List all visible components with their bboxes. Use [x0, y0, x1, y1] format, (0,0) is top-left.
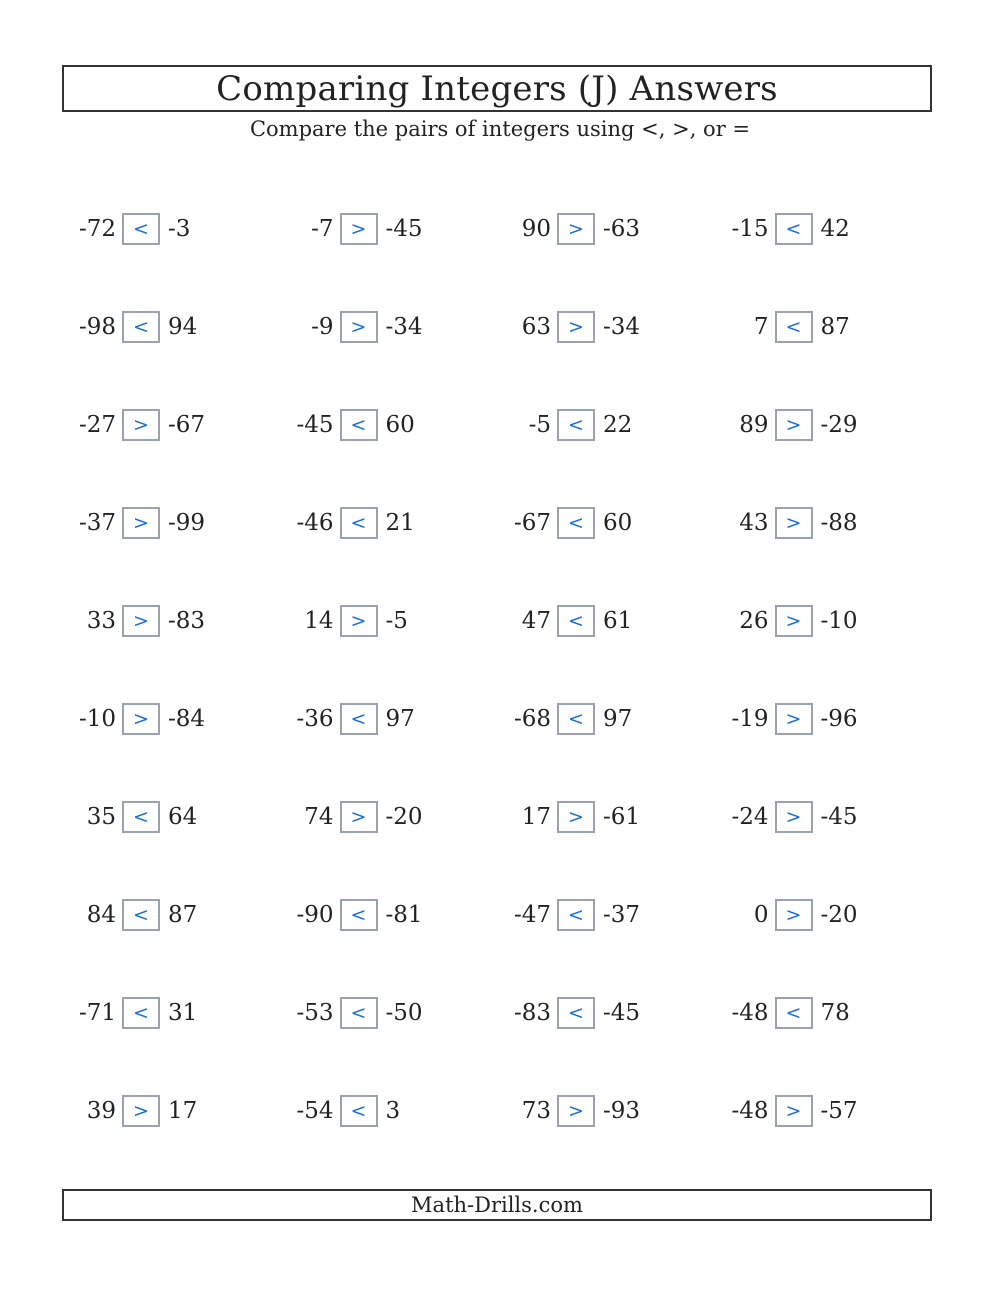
right-integer: -61 [603, 804, 641, 830]
left-integer: 74 [304, 804, 334, 830]
comparison-problem [497, 601, 715, 641]
left-integer: -24 [731, 804, 769, 830]
left-integer: -19 [731, 706, 769, 732]
title-box [62, 65, 932, 112]
comparison-problem [497, 797, 715, 837]
comparison-problem [497, 1091, 715, 1131]
answer-box[interactable]: > [340, 213, 378, 245]
problem-row [62, 180, 932, 278]
answer-box[interactable]: > [557, 801, 595, 833]
left-integer: 43 [739, 510, 769, 536]
left-integer: 7 [753, 314, 769, 340]
right-integer: -5 [385, 608, 408, 634]
answer-box[interactable]: > [775, 1095, 813, 1127]
answer-box[interactable]: > [775, 703, 813, 735]
right-integer: -45 [820, 804, 858, 830]
left-integer: -72 [78, 216, 116, 242]
left-integer: -48 [731, 1000, 769, 1026]
left-integer: -83 [513, 1000, 551, 1026]
right-integer: -3 [168, 216, 191, 242]
left-integer: 26 [739, 608, 769, 634]
right-integer: -99 [168, 510, 206, 536]
right-integer: 3 [385, 1098, 401, 1124]
right-integer: -63 [603, 216, 641, 242]
comparison-problem [280, 993, 498, 1033]
answer-box[interactable]: < [775, 311, 813, 343]
right-integer: 64 [168, 804, 198, 830]
right-integer: 17 [168, 1098, 198, 1124]
right-integer: -88 [820, 510, 858, 536]
right-integer: -29 [820, 412, 858, 438]
answer-box[interactable]: < [122, 801, 160, 833]
left-integer: -46 [296, 510, 334, 536]
left-integer: 89 [739, 412, 769, 438]
left-integer: 35 [86, 804, 116, 830]
comparison-problem [715, 209, 933, 249]
answer-box[interactable]: < [557, 997, 595, 1029]
left-integer: -15 [731, 216, 769, 242]
instructions: Compare the pairs of integers using <, >, or = [249, 117, 751, 141]
page-title: Comparing Integers (J) Answers [216, 68, 778, 109]
comparison-problem [62, 405, 280, 445]
problem-row [62, 866, 932, 964]
comparison-problem [715, 503, 933, 543]
right-integer: 97 [385, 706, 415, 732]
left-integer: -7 [311, 216, 334, 242]
comparison-problem [715, 307, 933, 347]
right-integer: 21 [385, 510, 415, 536]
comparison-problem [62, 1091, 280, 1131]
problem-row [62, 376, 932, 474]
answer-box[interactable]: > [775, 507, 813, 539]
left-integer: 90 [521, 216, 551, 242]
left-integer: -47 [513, 902, 551, 928]
answer-box[interactable]: < [340, 703, 378, 735]
answer-box[interactable]: > [340, 605, 378, 637]
right-integer: -37 [603, 902, 641, 928]
right-integer: 94 [168, 314, 198, 340]
comparison-problem [715, 601, 933, 641]
left-integer: 39 [86, 1098, 116, 1124]
problem-row [62, 474, 932, 572]
problem-row [62, 768, 932, 866]
answer-box[interactable]: > [122, 703, 160, 735]
comparison-problem [62, 209, 280, 249]
comparison-problem [280, 895, 498, 935]
answer-box[interactable]: < [557, 507, 595, 539]
comparison-problem [497, 699, 715, 739]
right-integer: -96 [820, 706, 858, 732]
answer-box[interactable]: < [122, 899, 160, 931]
answer-box[interactable]: < [557, 703, 595, 735]
comparison-problem [497, 993, 715, 1033]
right-integer: -84 [168, 706, 206, 732]
right-integer: -83 [168, 608, 206, 634]
right-integer: -67 [168, 412, 206, 438]
answer-box[interactable]: > [122, 507, 160, 539]
answer-box[interactable]: < [340, 409, 378, 441]
comparison-problem [62, 307, 280, 347]
answer-box[interactable]: < [557, 605, 595, 637]
left-integer: -10 [78, 706, 116, 732]
answer-box[interactable]: < [122, 997, 160, 1029]
left-integer: 33 [86, 608, 116, 634]
left-integer: -36 [296, 706, 334, 732]
right-integer: -50 [385, 1000, 423, 1026]
problem-grid [62, 180, 932, 1160]
left-integer: -90 [296, 902, 334, 928]
comparison-problem [715, 699, 933, 739]
right-integer: -93 [603, 1098, 641, 1124]
comparison-problem [497, 209, 715, 249]
comparison-problem [715, 993, 933, 1033]
right-integer: -57 [820, 1098, 858, 1124]
answer-box[interactable]: < [775, 997, 813, 1029]
comparison-problem [280, 307, 498, 347]
right-integer: 97 [603, 706, 633, 732]
left-integer: 14 [304, 608, 334, 634]
left-integer: 0 [753, 902, 769, 928]
left-integer: 63 [521, 314, 551, 340]
comparison-problem [715, 797, 933, 837]
right-integer: -81 [385, 902, 423, 928]
comparison-problem [280, 503, 498, 543]
right-integer: -45 [603, 1000, 641, 1026]
footer-text: Math-Drills.com [411, 1193, 583, 1217]
right-integer: 87 [168, 902, 198, 928]
answer-box[interactable]: > [340, 311, 378, 343]
right-integer: 22 [603, 412, 633, 438]
left-integer: 47 [521, 608, 551, 634]
answer-box[interactable]: < [340, 507, 378, 539]
footer-box [62, 1189, 932, 1221]
comparison-problem [715, 405, 933, 445]
left-integer: -5 [528, 412, 551, 438]
left-integer: -37 [78, 510, 116, 536]
comparison-problem [280, 405, 498, 445]
comparison-problem [280, 601, 498, 641]
comparison-problem [715, 895, 933, 935]
answer-box[interactable]: > [122, 605, 160, 637]
answer-box[interactable]: > [122, 1095, 160, 1127]
right-integer: 60 [385, 412, 415, 438]
comparison-problem [497, 503, 715, 543]
left-integer: -45 [296, 412, 334, 438]
right-integer: -20 [820, 902, 858, 928]
answer-box[interactable]: > [775, 409, 813, 441]
answer-box[interactable]: > [775, 605, 813, 637]
comparison-problem [62, 993, 280, 1033]
answer-box[interactable]: > [340, 801, 378, 833]
comparison-problem [62, 601, 280, 641]
right-integer: -10 [820, 608, 858, 634]
left-integer: -68 [513, 706, 551, 732]
answer-box[interactable]: > [775, 899, 813, 931]
right-integer: 60 [603, 510, 633, 536]
left-integer: 73 [521, 1098, 551, 1124]
comparison-problem [497, 895, 715, 935]
left-integer: -53 [296, 1000, 334, 1026]
comparison-problem [497, 405, 715, 445]
right-integer: 61 [603, 608, 633, 634]
problem-row [62, 670, 932, 768]
left-integer: -67 [513, 510, 551, 536]
answer-box[interactable]: < [557, 899, 595, 931]
left-integer: -54 [296, 1098, 334, 1124]
comparison-problem [280, 1091, 498, 1131]
answer-box[interactable]: < [340, 899, 378, 931]
comparison-problem [62, 895, 280, 935]
answer-box[interactable]: < [122, 311, 160, 343]
answer-box[interactable]: > [557, 213, 595, 245]
answer-box[interactable]: > [122, 409, 160, 441]
answer-box[interactable]: > [557, 1095, 595, 1127]
left-integer: 84 [86, 902, 116, 928]
left-integer: -9 [311, 314, 334, 340]
left-integer: 17 [521, 804, 551, 830]
right-integer: 42 [820, 216, 850, 242]
comparison-problem [497, 307, 715, 347]
comparison-problem [280, 699, 498, 739]
comparison-problem [62, 797, 280, 837]
left-integer: -48 [731, 1098, 769, 1124]
right-integer: 87 [820, 314, 850, 340]
comparison-problem [62, 503, 280, 543]
right-integer: -45 [385, 216, 423, 242]
comparison-problem [280, 209, 498, 249]
answer-box[interactable]: < [775, 213, 813, 245]
problem-row [62, 572, 932, 670]
answer-box[interactable]: < [340, 997, 378, 1029]
answer-box[interactable]: < [340, 1095, 378, 1127]
right-integer: -20 [385, 804, 423, 830]
answer-box[interactable]: > [775, 801, 813, 833]
right-integer: -34 [385, 314, 423, 340]
problem-row [62, 964, 932, 1062]
right-integer: 31 [168, 1000, 198, 1026]
right-integer: -34 [603, 314, 641, 340]
left-integer: -98 [78, 314, 116, 340]
problem-row [62, 1062, 932, 1160]
comparison-problem [715, 1091, 933, 1131]
answer-box[interactable]: < [557, 409, 595, 441]
answer-box[interactable]: < [122, 213, 160, 245]
comparison-problem [280, 797, 498, 837]
right-integer: 78 [820, 1000, 850, 1026]
problem-row [62, 278, 932, 376]
left-integer: -71 [78, 1000, 116, 1026]
comparison-problem [62, 699, 280, 739]
answer-box[interactable]: > [557, 311, 595, 343]
left-integer: -27 [78, 412, 116, 438]
